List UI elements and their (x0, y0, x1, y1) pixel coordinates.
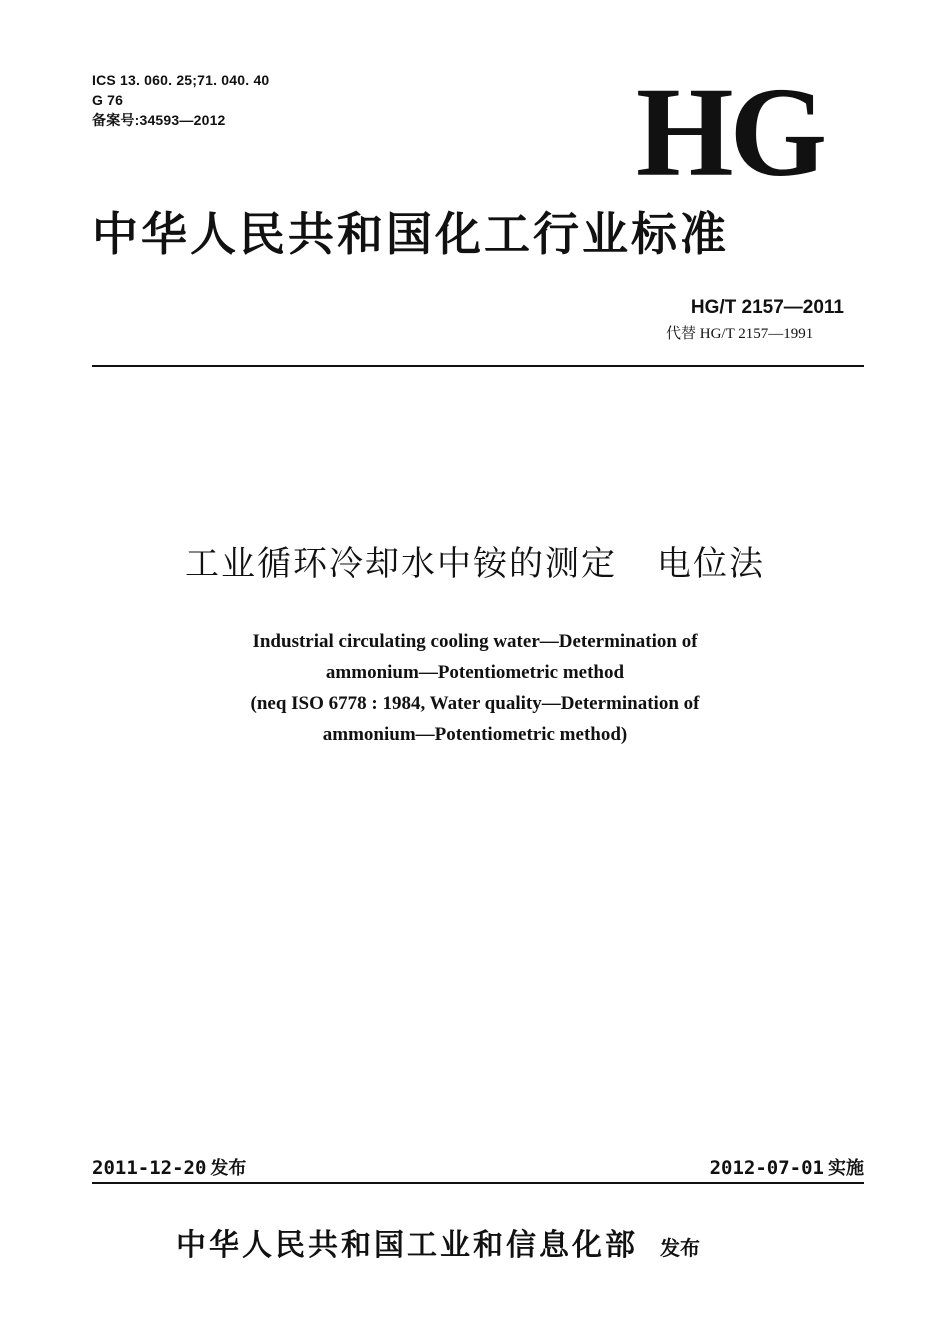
implementation-label: 实施 (828, 1158, 864, 1179)
publisher-organization: 中华人民共和国工业和信息化部 (176, 1228, 638, 1263)
header-meta (92, 70, 269, 130)
replaces-standard: 代替 HG/T 2157—1991 (666, 326, 814, 342)
publisher-action: 发布 (660, 1236, 700, 1260)
title-english-line: Industrial circulating cooling water—Determination of (252, 631, 698, 652)
bottom-divider (92, 1182, 864, 1184)
standard-number: HG/T 2157—2011 (690, 297, 844, 318)
implementation-date-block (710, 1156, 864, 1181)
title-english (0, 626, 950, 750)
publisher-block (176, 1228, 700, 1266)
title-english-line: (neq ISO 6778 : 1984, Water quality—Determination of (250, 693, 700, 714)
title-chinese-main: 工业循环冷却水中铵的测定 (185, 544, 617, 584)
title-english-line: ammonium—Potentiometric method (325, 662, 625, 683)
standard-category: 中华人民共和国化工行业标准 (92, 207, 729, 261)
title-chinese-method: 电位法 (657, 544, 765, 584)
issue-date-block (92, 1156, 246, 1181)
ics-code: ICS 13. 060. 25;71. 040. 40 (92, 72, 270, 88)
implementation-date: 2012-07-01 (709, 1157, 824, 1179)
title-chinese (0, 540, 950, 588)
hg-logo: HG (636, 61, 824, 203)
issue-date: 2011-12-20 (92, 1157, 207, 1179)
ccs-code: G 76 (92, 92, 124, 108)
title-english-line: ammonium—Potentiometric method) (322, 724, 628, 745)
filing-number: 备案号:34593—2012 (92, 112, 226, 128)
issue-label: 发布 (210, 1158, 247, 1179)
top-divider (92, 365, 864, 367)
